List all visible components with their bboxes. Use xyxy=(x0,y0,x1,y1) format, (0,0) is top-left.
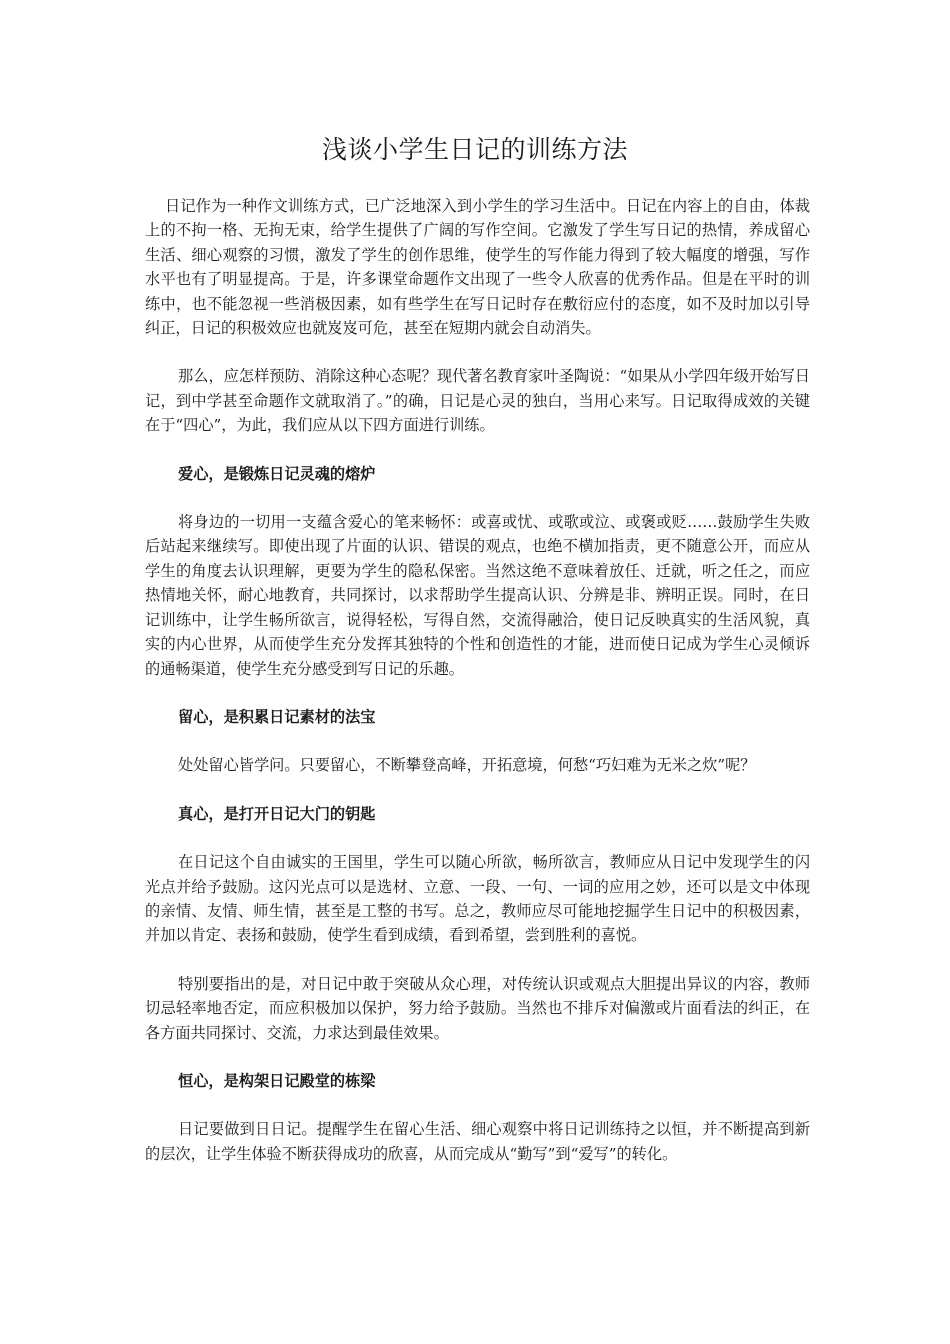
paragraph-question: 那么，应怎样预防、消除这种心态呢？现代著名教育家叶圣陶说：“如果从小学四年级开始写日记，到中学甚至命题作文就取消了。”的确，日记是心灵的独白，当用心来写。日记取得成效的关键在于“四心”，为此，我们应从以下四方面进行训练。 xyxy=(145,367,810,435)
paragraph-intro: 日记作为一种作文训练方式，已广泛地深入到小学生的学习生活中。日记在内容上的自由，体裁上的不拘一格、无拘无束，给学生提供了广阔的写作空间。它激发了学生写日记的热情，养成留心生活、细心观察的习惯，激发了学生的创作思维，使学生的写作能力得到了较大幅度的增强，写作水平也有了明显提高。于是，许多课堂命题作文出现了一些令人欣喜的优秀作品。但是在平时的训练中，也不能忽视一些消极因素，如有些学生在写日记时存在敷衍应付的态度，如不及时加以引导纠正，日记的积极效应也就岌岌可危，甚至在短期内就会自动消失。 xyxy=(145,197,810,338)
section-heading-attention: 留心，是积累日记素材的法宝 xyxy=(178,707,376,726)
section-heading-perseverance: 恒心，是构架日记殿堂的栋梁 xyxy=(178,1071,376,1090)
document-title: 浅谈小学生日记的训练方法 xyxy=(321,135,628,164)
paragraph-sincerity: 在日记这个自由诚实的王国里，学生可以随心所欲，畅所欲言，教师应从日记中发现学生的闪光点并给予鼓励。这闪光点可以是选材、立意、一段、一句、一词的应用之妙，还可以是文中体现的亲情、友情、师生情，甚至是工整的书写。总之，教师应尽可能地挖掘学生日记中的积极因素，并加以肯定、表扬和鼓励，使学生看到成绩，看到希望，尝到胜利的喜悦。 xyxy=(145,853,810,945)
section-heading-love: 爱心，是锻炼日记灵魂的熔炉 xyxy=(178,464,376,483)
paragraph-attention: 处处留心皆学问。只要留心，不断攀登高峰，开拓意境，何愁“巧妇难为无米之炊”呢？ xyxy=(178,756,756,775)
paragraph-emphasis: 特别要指出的是，对日记中敢于突破从众心理，对传统认识或观点大胆提出异议的内容，教师切忌轻率地否定，而应积极加以保护，努力给予鼓励。当然也不排斥对偏激或片面看法的纠正，在各方面共同探讨、交流，力求达到最佳效果。 xyxy=(145,974,810,1042)
section-heading-sincerity: 真心，是打开日记大门的钥匙 xyxy=(178,804,376,823)
paragraph-perseverance: 日记要做到日日记。提醒学生在留心生活、细心观察中将日记训练持之以恒，并不断提高到新的层次，让学生体验不断获得成功的欣喜，从而完成从“勤写”到“爱写”的转化。 xyxy=(145,1120,810,1163)
document-body xyxy=(145,194,810,1166)
paragraph-love: 将身边的一切用一支蕴含爱心的笔来畅怀：或喜或忧、或歌或泣、或褒或贬……鼓励学生失败后站起来继续写。即使出现了片面的认识、错误的观点，也绝不横加指责，更不随意公开，而应从学生的角度去认识理解，更要为学生的隐私保密。当然这绝不意味着放任、迁就，听之任之，而应热情地关怀，耐心地教育，共同探讨，以求帮助学生提高认识、分辨是非、辨明正误。同时，在日记训练中，让学生畅所欲言，说得轻松，写得自然，交流得融洽，使日记反映真实的生活风貌，真实的内心世界，从而使学生充分发挥其独特的个性和创造性的才能，进而使日记成为学生心灵倾诉的通畅渠道，使学生充分感受到写日记的乐趣。 xyxy=(145,513,810,678)
